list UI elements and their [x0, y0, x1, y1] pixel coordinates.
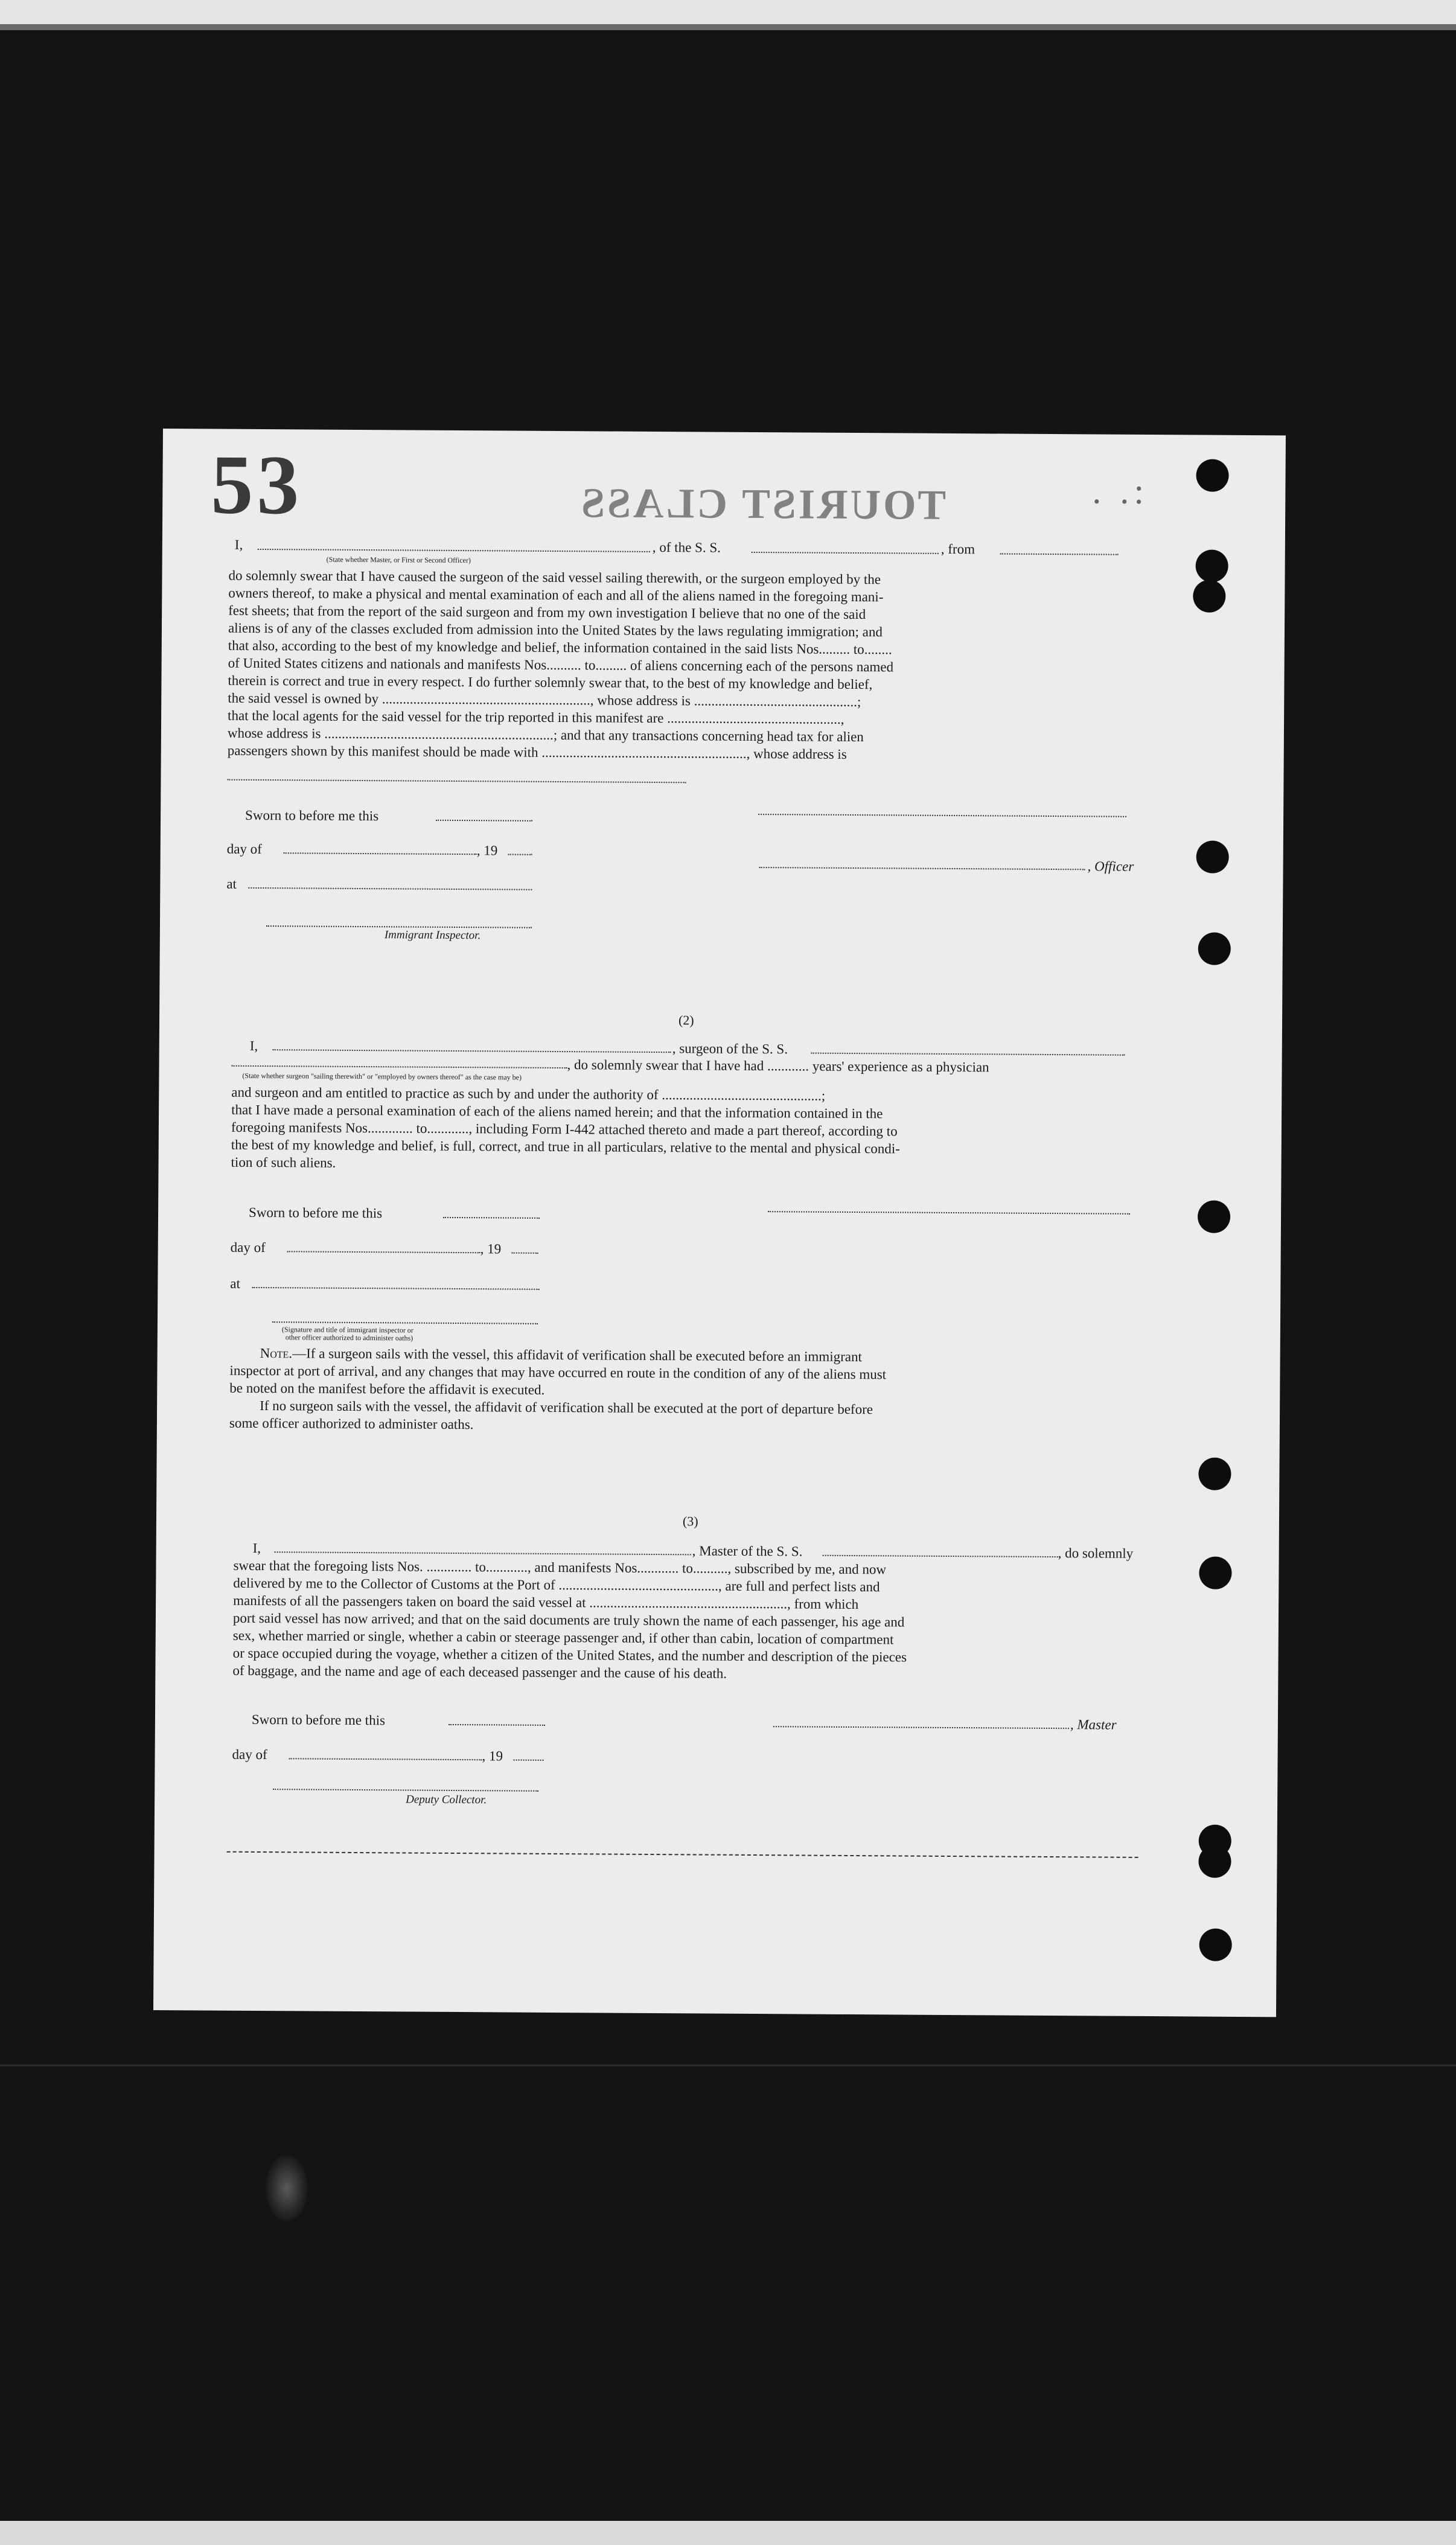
sworn-label: Sworn to before me this	[248, 1204, 383, 1221]
year-label: , 19	[482, 1748, 503, 1764]
punch-hole	[1196, 459, 1228, 491]
surgeon-name-blank	[273, 1049, 671, 1053]
oath-line: tion of such aliens.	[231, 1154, 336, 1170]
vessel-label: , of the S. S.	[652, 539, 721, 555]
witness-signature-note: other officer authorized to administer oaths)	[285, 1333, 413, 1343]
master-signature-blank	[773, 1726, 1069, 1729]
sworn-date-blank	[436, 820, 532, 822]
note-line: be noted on the manifest before the affidavit is executed.	[229, 1380, 545, 1397]
officer-signature-blank	[758, 814, 1126, 817]
tourist-class-stamp: TOURIST CLASS	[579, 480, 947, 529]
note-line: some officer authorized to administer oaths.	[229, 1415, 474, 1432]
master-name-line: I,	[252, 1540, 261, 1556]
section2-number: (2)	[678, 1012, 694, 1028]
page-number-stamp: 53	[210, 438, 303, 532]
punch-hole	[1198, 1200, 1230, 1233]
officer-rank-note: (State whether Master, or First or Second Officer)	[326, 555, 471, 565]
master-label: , Master	[1070, 1717, 1117, 1732]
day-blank	[289, 1758, 482, 1760]
vessel-name-blank	[752, 552, 939, 554]
year-blank	[508, 854, 532, 855]
oath-line: do solemnly swear that I have caused the surgeon of the said vessel sailing therewith, or the surgeon employed by the	[228, 567, 881, 587]
officer-title-blank	[759, 867, 1085, 870]
punch-hole	[1198, 932, 1231, 965]
day-blank	[284, 852, 477, 855]
punch-hole	[1196, 840, 1229, 873]
at-place-blank	[252, 1287, 539, 1290]
note-text: —If a surgeon sails with the vessel, this affidavit of verification shall be executed before an immigrant	[292, 1346, 862, 1365]
master-name-blank	[275, 1551, 691, 1555]
from-label: , from	[940, 541, 975, 557]
oath-line: of baggage, and the name and age of each deceased passenger and the cause of his death.	[232, 1662, 727, 1681]
master-of-label: , Master of the S. S.	[692, 1543, 803, 1559]
oath-line: swear that the foregoing lists Nos. ............. to............, and manifests Nos............ to.........., subscribed by me, and now	[233, 1557, 887, 1577]
section3-number: (3)	[682, 1513, 698, 1529]
officer-label: , Officer	[1087, 858, 1134, 874]
surgeon-vessel-blank	[811, 1053, 1125, 1056]
year-blank	[514, 1760, 544, 1761]
section1-oath-text	[228, 567, 1122, 765]
address-continuation-blank	[227, 779, 686, 784]
at-place-blank	[248, 887, 532, 890]
officer-name-blank	[258, 549, 650, 552]
pronoun-label: I,	[234, 537, 243, 552]
oath-line: owners thereof, to make a physical and mental examination of each and all of the aliens named in the foregoing mani-	[228, 585, 884, 605]
sworn-label: Sworn to before me this	[251, 1711, 386, 1728]
surgeon-signature-blank	[768, 1211, 1130, 1215]
oath-line: foregoing manifests Nos............. to............, including Form I-442 attached thereto and made a part thereof, according to	[231, 1119, 898, 1139]
master-title	[1070, 1717, 1117, 1731]
bottom-rule	[227, 1851, 1138, 1858]
sworn-date-blank	[449, 1724, 545, 1726]
year-blank	[512, 1253, 538, 1254]
inspector-signature-blank	[266, 925, 532, 928]
day-label: day of	[230, 1239, 266, 1256]
oath-line: that the local agents for the said vessel for the trip reported in this manifest are ..................................................,	[228, 707, 845, 727]
sworn-label: Sworn to before me this	[245, 807, 379, 824]
inspector-title: Immigrant Inspector.	[384, 928, 481, 942]
corner-marks: . .:	[1092, 471, 1149, 511]
sworn-date-blank	[443, 1217, 540, 1219]
surgeon-of-label: , surgeon of the S. S.	[672, 1041, 788, 1057]
surgeon-note	[229, 1344, 1126, 1437]
oath-line: manifests of all the passengers taken on board the said vessel at ........................................................., from which	[233, 1592, 859, 1612]
note-label: Note.	[260, 1346, 293, 1361]
at-label: at	[230, 1276, 241, 1291]
at-label: at	[226, 876, 237, 892]
surgeon-status-note: (State whether surgeon "sailing therewith" or "employed by owners thereof" as the case may be)	[242, 1071, 522, 1082]
year-label: , 19	[476, 843, 498, 858]
officer-title	[1088, 859, 1134, 873]
punch-hole	[1199, 1557, 1231, 1589]
oath-line: whose address is ..................................................................; and that any transactions concerning head tax for alien	[227, 725, 864, 745]
oath-line: passengers shown by this manifest should be made with ..........................................................., whose address is	[227, 742, 847, 762]
solemnly-label: , do solemnly	[1058, 1545, 1134, 1561]
manifest-page	[153, 429, 1286, 2017]
witness-signature-blank	[272, 1321, 538, 1324]
oath-line: delivered by me to the Collector of Customs at the Port of .............................................., are full and perfect lists and	[233, 1575, 880, 1595]
oath-line: sex, whether married or single, whether a cabin or steerage passenger and, if other than cabin, location of compartment	[232, 1627, 894, 1647]
surgeon-status-blank	[232, 1065, 567, 1068]
film-band	[0, 2064, 1456, 2066]
punch-hole	[1199, 1929, 1232, 1961]
note-line: If no surgeon sails with the vessel, the affidavit of verification shall be executed at the port of departure before	[260, 1398, 873, 1417]
day-label: day of	[226, 841, 262, 857]
oath-line: aliens is of any of the classes excluded from admission into the United States by the laws regulating immigration; and	[228, 620, 883, 640]
section2-oath-text	[231, 1084, 1127, 1177]
note-line: inspector at port of arrival, and any changes that may have occurred en route in the condition of any of the aliens must	[229, 1362, 887, 1382]
collector-title: Deputy Collector.	[406, 1793, 487, 1807]
oath-line: fest sheets; that from the report of the said surgeon and from my own investigation I believe that no one of the said	[228, 602, 866, 622]
officer-name-line	[235, 538, 243, 552]
surgeon-name-line: I,	[249, 1038, 258, 1053]
punch-hole	[1195, 549, 1228, 582]
collector-signature-blank	[273, 1789, 538, 1792]
year-label: , 19	[480, 1241, 502, 1257]
experience-line: , do solemnly swear that I have had ............ years' experience as a physician	[567, 1057, 989, 1075]
film-border-bottom	[0, 2521, 1456, 2545]
oath-line: therein is correct and true in every respect. I do further solemnly swear that, to the best of my knowledge and belief,	[228, 672, 873, 692]
witness-signature-note: (Signature and title of immigrant inspector or	[281, 1325, 413, 1335]
section3-oath-text	[232, 1557, 1132, 1685]
oath-line: or space occupied during the voyage, whether a citizen of the United States, and the number and description of the pieces	[232, 1645, 907, 1665]
film-border-top	[0, 0, 1456, 24]
day-blank	[287, 1251, 481, 1253]
punch-hole	[1198, 1458, 1231, 1490]
oath-line: that I have made a personal examination of each of the aliens named herein; and that the information contained in the	[231, 1102, 883, 1122]
oath-line: the best of my knowledge and belief, is full, correct, and true in all particulars, relative to the mental and physical condi-	[231, 1137, 900, 1157]
film-border-top-shadow	[0, 24, 1456, 30]
punch-hole	[1198, 1845, 1231, 1878]
film-light-spot	[266, 2155, 308, 2221]
oath-line: and surgeon and am entitled to practice as such by and under the authority of ..............................................;	[231, 1084, 826, 1103]
from-port-blank	[1000, 553, 1119, 555]
oath-line: of United States citizens and nationals and manifests Nos.......... to......... of aliens concerning each of the persons named	[228, 655, 894, 675]
day-label: day of	[232, 1746, 267, 1763]
oath-line: the said vessel is owned by ............................................................, whose address is ...............................................;	[228, 690, 861, 710]
oath-line: that also, according to the best of my knowledge and belief, the information contained in the said lists Nos......... to........	[228, 637, 892, 657]
punch-hole	[1193, 580, 1225, 612]
master-vessel-blank	[823, 1555, 1058, 1557]
oath-line: port said vessel has now arrived; and that on the said documents are truly shown the name of each passenger, his age and	[232, 1610, 905, 1630]
